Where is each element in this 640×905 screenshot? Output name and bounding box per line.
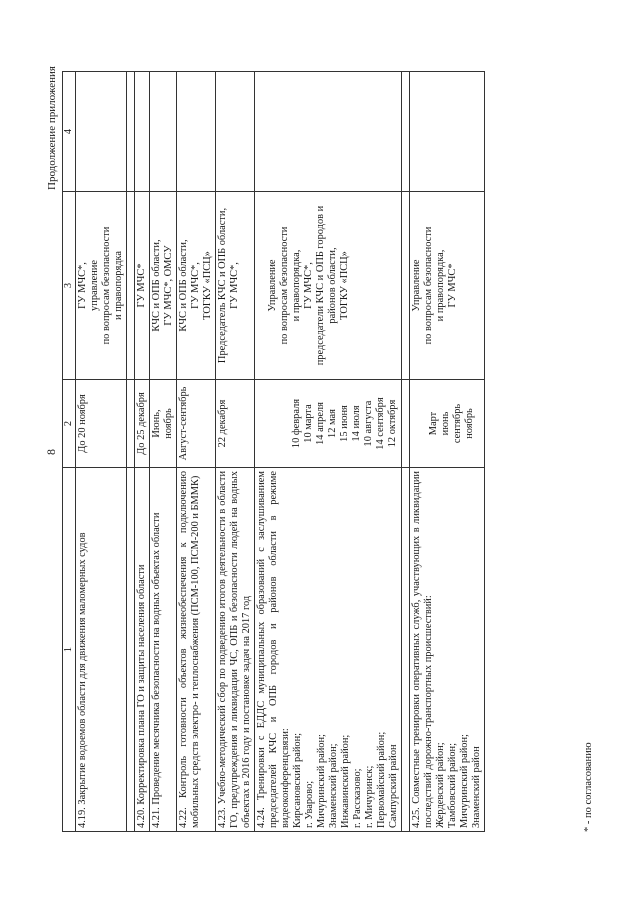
row-dates: До 25 декабря	[135, 380, 150, 468]
row-note	[177, 72, 216, 192]
rotated-page	[40, 62, 600, 842]
row-description: 4.19. Закрытие водоемов области для движения маломерных судов	[76, 468, 127, 832]
sub-item: Инжавинский район;	[340, 734, 351, 828]
column-header: 3	[63, 192, 76, 380]
footnote: * - по согласованию	[583, 742, 594, 832]
sub-item: г. Уварово;	[304, 780, 315, 828]
row-note	[150, 72, 177, 192]
row-description: 4.23. Учебно-методический сбор по подведению итогов деятельности в области ГО, предупреждения и ликвидации ЧС, ОПБ и безопасности людей на водных объектах в 2016 году и постановке задач на 2017 год	[216, 468, 255, 832]
row-dates: Март июнь сентябрь ноябрь	[410, 380, 485, 468]
table-row	[255, 72, 402, 832]
row-description-cell	[255, 468, 402, 832]
row-note	[135, 72, 150, 192]
row-dates: Август-сентябрь	[177, 380, 216, 468]
row-responsible: ГУ МЧС*, управление по вопросам безопасности и правопорядка	[76, 192, 127, 380]
sub-item: г. Мичуринск;	[364, 765, 375, 828]
row-note	[410, 72, 485, 192]
row-note	[255, 72, 402, 192]
row-dates: 22 декабря	[216, 380, 255, 468]
table-row	[150, 72, 177, 832]
row-description-cell	[410, 468, 485, 832]
sub-item: Знаменский район;	[328, 743, 339, 828]
table-row	[216, 72, 255, 832]
sub-item: Кирсановский район;	[292, 732, 303, 828]
row-description: 4.22. Контроль готовности объектов жизнеобеспечения к подключению мобильных средств электро- и теплоснабжения (ПСМ-100, ПСМ-200 и БММК)	[177, 468, 216, 832]
sub-item: г. Рассказово;	[352, 768, 363, 828]
row-responsible: Управление по вопросам безопасности и правопорядка, ГУ МЧС*, председатели КЧС и ОПБ городов и районов области, ТОГКУ «ПСЦ»	[255, 192, 402, 380]
row-note	[216, 72, 255, 192]
row-responsible: КЧС и ОПБ области, ГУ МЧС*, ТОГКУ «ПСЦ»	[177, 192, 216, 380]
row-responsible: ГУ МЧС*	[135, 192, 150, 380]
row-gap	[127, 72, 135, 832]
continuation-label: Продолжение приложения	[46, 66, 58, 190]
row-gap	[402, 72, 410, 832]
row-note	[76, 72, 127, 192]
row-dates: 10 февраля 10 марта 14 апреля 12 мая 15 июня 14 июля 10 августа 14 сентября 12 октября	[255, 380, 402, 468]
column-header: 4	[63, 72, 76, 192]
row-responsible: Председатель КЧС и ОПБ области, ГУ МЧС*,	[216, 192, 255, 380]
sub-item: Сампурский район	[388, 744, 399, 828]
row-dates: До 20 ноября	[76, 380, 127, 468]
sub-item: Жердевский район;	[435, 742, 446, 828]
sub-item: Мичуринский район;	[459, 734, 470, 828]
plan-table	[62, 71, 485, 832]
sub-item: Тамбовский район;	[447, 743, 458, 828]
column-number-row	[63, 72, 76, 832]
table-row	[76, 72, 127, 832]
row-description: 4.21. Проведение месячника безопасности на водных объектах области	[150, 468, 177, 832]
row-responsible: КЧС и ОПБ области, ГУ МЧС*, ОМСУ	[150, 192, 177, 380]
column-header: 1	[63, 468, 76, 832]
row-responsible: Управление по вопросам безопасности и правопорядка, ГУ МЧС*	[410, 192, 485, 380]
table-row	[135, 72, 150, 832]
sub-item: Мичуринский район;	[316, 734, 327, 828]
table-row	[410, 72, 485, 832]
row-description: 4.25. Совместные тренировки оперативных служб, участвующих в ликвидации последствий дорожно-транспортных происшествий:	[411, 471, 434, 828]
row-description: 4.24. Тренировки с ЕДДС муниципальных образований с заслушиванием председателей КЧС и ОПБ городов и районов области в режиме видеоконференцсвязи:	[256, 471, 291, 828]
sub-item: Первомайский район;	[376, 731, 387, 828]
row-description: 4.20. Корректировка плана ГО и защиты населения области	[135, 468, 150, 832]
column-header: 2	[63, 380, 76, 468]
page-number: 8	[44, 449, 58, 455]
table-row	[177, 72, 216, 832]
row-dates: Июнь, ноябрь	[150, 380, 177, 468]
sub-item: Знаменский район	[471, 746, 482, 828]
